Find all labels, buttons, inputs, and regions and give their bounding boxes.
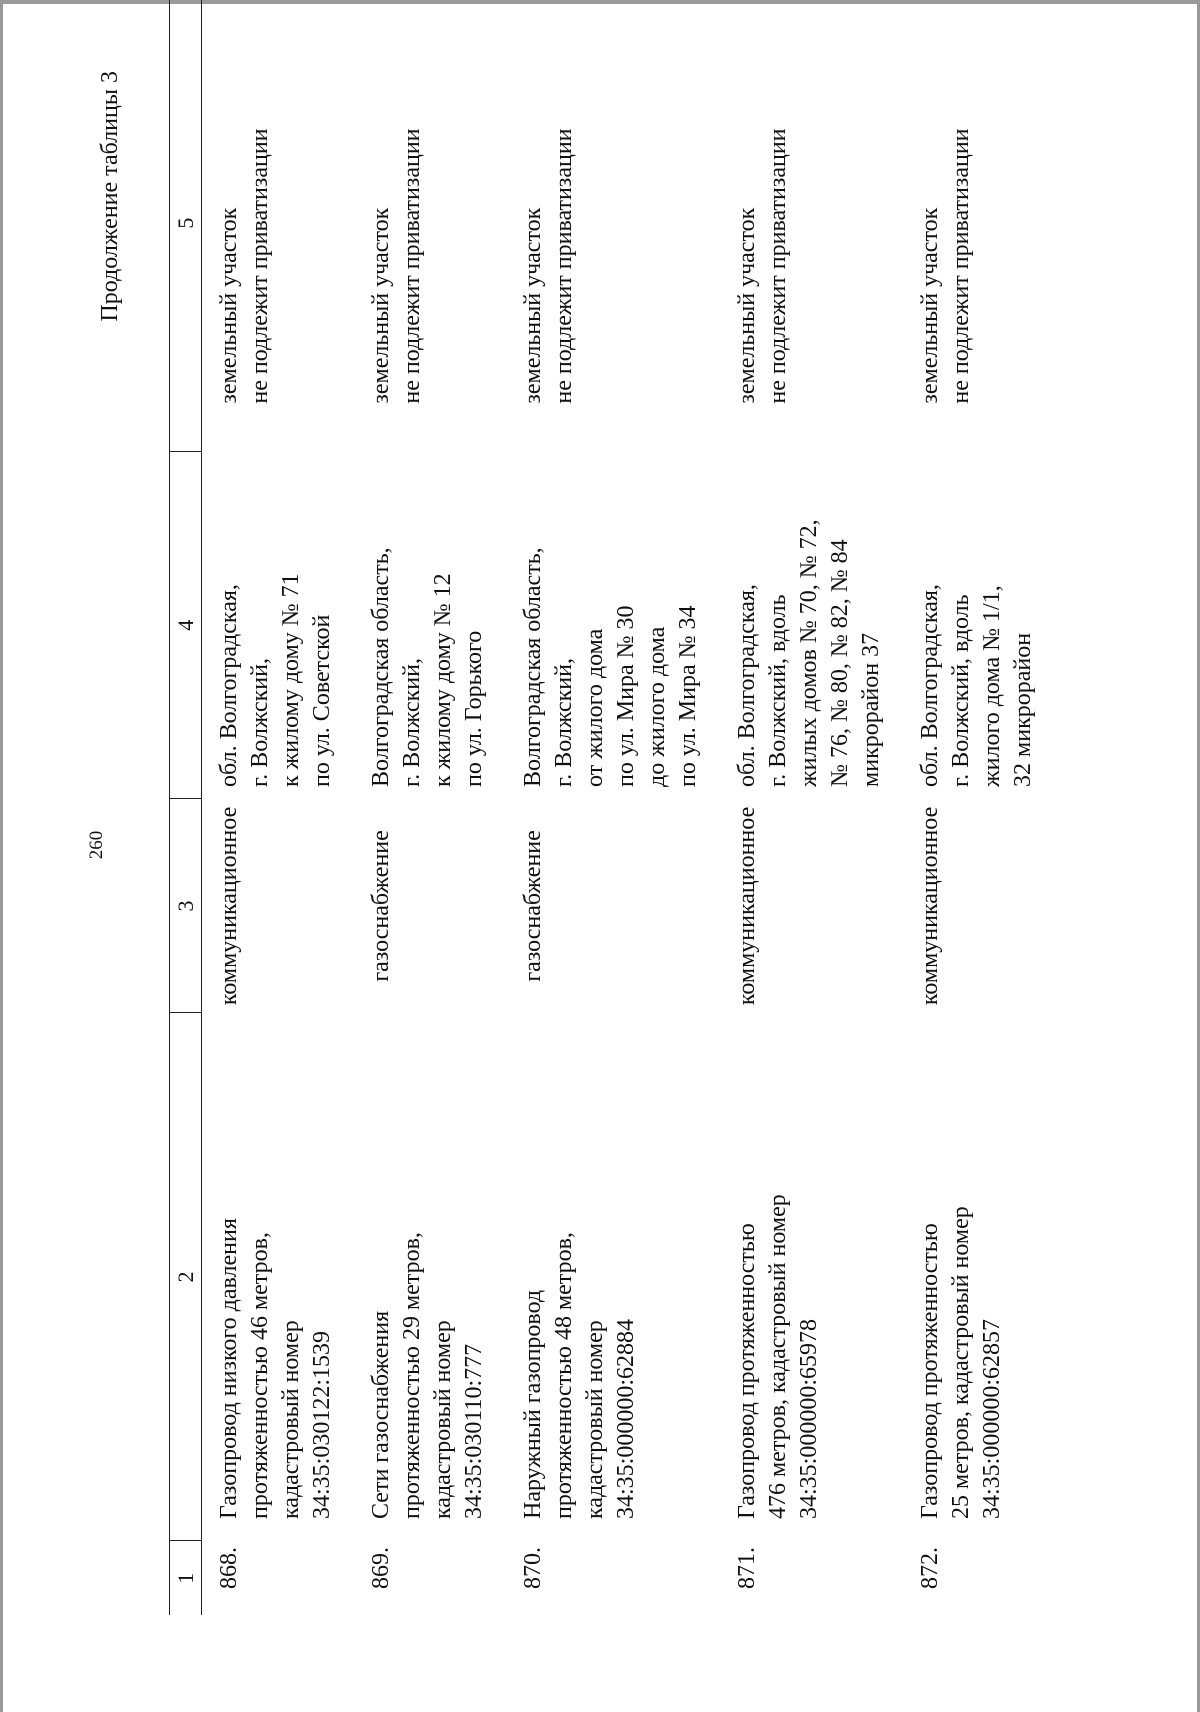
object-address-line: по ул. Советской bbox=[309, 614, 335, 787]
object-address bbox=[202, 452, 355, 799]
object-address-line: жилого дома № 1/1, bbox=[979, 585, 1005, 787]
table-row bbox=[506, 0, 720, 1615]
row-number: 869. bbox=[368, 1547, 394, 1589]
scan-edge-left bbox=[0, 0, 3, 1712]
land-note-line: земельный участок bbox=[368, 207, 394, 404]
object-name-line: кадастровый номер bbox=[582, 1320, 608, 1519]
object-name-line: 34:35:000000:62884 bbox=[613, 1318, 639, 1519]
object-address bbox=[903, 452, 1055, 799]
object-name-line: 34:35:000000:62857 bbox=[979, 1318, 1005, 1519]
land-note-line: земельный участок bbox=[734, 207, 760, 404]
object-address-line: до жилого дома bbox=[644, 626, 670, 787]
table-row bbox=[903, 0, 1055, 1615]
object-address bbox=[354, 452, 506, 799]
land-note bbox=[202, 0, 355, 452]
object-name-line: протяженностью 48 метров, bbox=[551, 1232, 577, 1519]
object-purpose: коммуникационное bbox=[216, 806, 242, 1006]
land-note-line: земельный участок bbox=[216, 207, 242, 404]
object-address-line: от жилого дома bbox=[582, 628, 608, 787]
object-address-line: по ул. Мира № 34 bbox=[675, 605, 701, 787]
object-purpose: газоснабжение bbox=[368, 830, 394, 982]
object-address bbox=[720, 452, 903, 799]
object-address-line: Волгоградская область, bbox=[368, 547, 394, 787]
column-header-1: 1 bbox=[170, 1541, 202, 1615]
column-header-4: 4 bbox=[170, 452, 202, 799]
table-row bbox=[202, 0, 355, 1615]
object-name bbox=[506, 1013, 720, 1541]
row-number: 870. bbox=[520, 1547, 546, 1589]
object-purpose: коммуникационное bbox=[917, 806, 943, 1006]
object-name-line: 34:35:030110:777 bbox=[461, 1343, 487, 1519]
object-address-line: г. Волжский, bbox=[247, 658, 273, 787]
object-address-line: г. Волжский, bbox=[399, 658, 425, 787]
table-body bbox=[202, 0, 1056, 1615]
land-note-line: земельный участок bbox=[917, 207, 943, 404]
row-number: 872. bbox=[917, 1547, 943, 1589]
object-address-line: г. Волжский, bbox=[551, 658, 577, 787]
object-address-line: к жилому дому № 12 bbox=[430, 573, 456, 787]
rotated-page-content bbox=[95, 0, 1115, 1615]
object-name-line: кадастровый номер bbox=[278, 1320, 304, 1519]
object-address-line: по ул. Горького bbox=[461, 630, 487, 787]
object-name-line: Газопровод протяженностью bbox=[734, 1223, 760, 1519]
table-row bbox=[354, 0, 506, 1615]
table-header-row bbox=[170, 0, 202, 1615]
object-address bbox=[506, 452, 720, 799]
object-address-line: обл. Волгоградская, bbox=[917, 584, 943, 787]
page-number: 260 bbox=[86, 830, 107, 860]
property-table bbox=[169, 0, 1055, 1615]
object-purpose: коммуникационное bbox=[734, 806, 760, 1006]
land-note-line: земельный участок bbox=[520, 207, 546, 404]
land-note-line: не подлежит приватизации bbox=[948, 128, 974, 404]
object-name-line: протяженностью 46 метров, bbox=[247, 1232, 273, 1519]
object-name-line: 25 метров, кадастровый номер bbox=[948, 1206, 974, 1519]
object-address-line: 32 микрорайон bbox=[1010, 632, 1036, 787]
object-name-line: кадастровый номер bbox=[430, 1320, 456, 1519]
land-note bbox=[354, 0, 506, 452]
land-note bbox=[720, 0, 903, 452]
object-address-line: обл. Волгоградская, bbox=[734, 584, 760, 787]
object-purpose: газоснабжение bbox=[520, 830, 546, 982]
table-row bbox=[720, 0, 903, 1615]
object-name-line: Газопровод протяженностью bbox=[917, 1223, 943, 1519]
land-note bbox=[903, 0, 1055, 452]
object-address-line: № 76, № 80, № 82, № 84 bbox=[827, 539, 853, 787]
object-name-line: 476 метров, кадастровый номер bbox=[765, 1194, 791, 1519]
object-name bbox=[202, 1013, 355, 1541]
object-name-line: Наружный газопровод bbox=[520, 1289, 546, 1519]
object-address-line: обл. Волгоградская, bbox=[216, 584, 242, 787]
object-address-line: к жилому дому № 71 bbox=[278, 573, 304, 787]
column-header-5: 5 bbox=[170, 0, 202, 452]
land-note bbox=[506, 0, 720, 452]
row-number: 868. bbox=[216, 1547, 242, 1589]
column-header-3: 3 bbox=[170, 799, 202, 1013]
land-note-line: не подлежит приватизации bbox=[551, 128, 577, 404]
object-address-line: Волгоградская область, bbox=[520, 547, 546, 787]
object-name-line: протяженностью 29 метров, bbox=[399, 1232, 425, 1519]
object-name-line: 34:35:030122:1539 bbox=[309, 1330, 335, 1519]
object-name-line: Газопровод низкого давления bbox=[216, 1218, 242, 1519]
column-header-2: 2 bbox=[170, 1013, 202, 1541]
object-address-line: микрорайон 37 bbox=[858, 632, 884, 787]
land-note-line: не подлежит приватизации bbox=[765, 128, 791, 404]
row-number: 871. bbox=[734, 1547, 760, 1589]
object-address-line: г. Волжский, вдоль bbox=[948, 594, 974, 787]
object-address-line: по ул. Мира № 30 bbox=[613, 605, 639, 787]
object-address-line: жилых домов № 70, № 72, bbox=[796, 519, 822, 787]
continuation-label: Продолжение таблицы 3 bbox=[97, 71, 123, 322]
object-name bbox=[354, 1013, 506, 1541]
object-name-line: Сети газоснабжения bbox=[368, 1310, 394, 1519]
object-name-line: 34:35:000000:65978 bbox=[796, 1318, 822, 1519]
object-address-line: г. Волжский, вдоль bbox=[765, 594, 791, 787]
object-name bbox=[903, 1013, 1055, 1541]
land-note-line: не подлежит приватизации bbox=[247, 128, 273, 404]
land-note-line: не подлежит приватизации bbox=[399, 128, 425, 404]
object-name bbox=[720, 1013, 903, 1541]
